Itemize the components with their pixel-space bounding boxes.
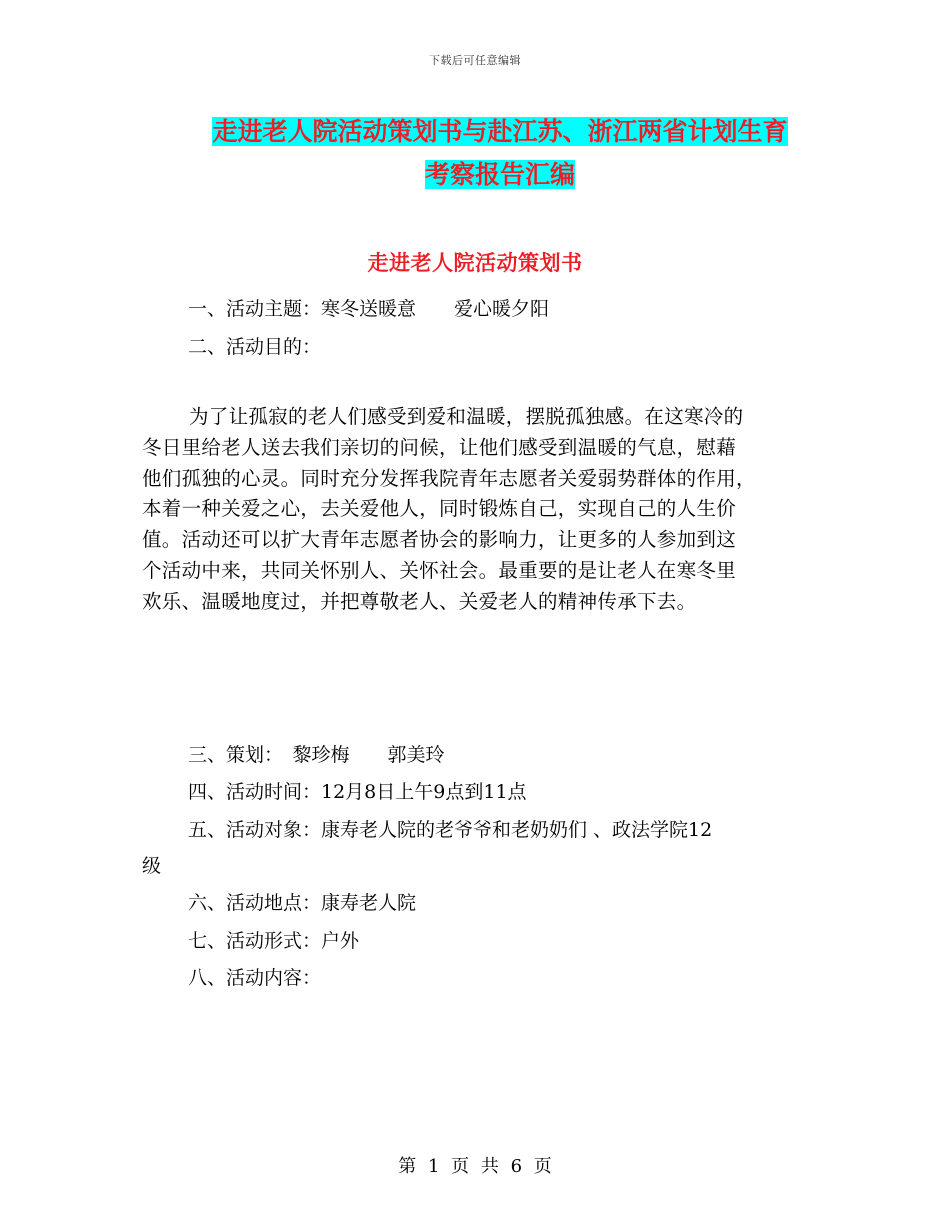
item-planner: 三、策划： 黎珍梅 郭美玲 xyxy=(188,744,445,766)
paragraph-line: 他们孤独的心灵。同时充分发挥我院青年志愿者关爱弱势群体的作用， xyxy=(142,466,756,490)
item-activity-target: 五、活动对象：康寿老人院的老爷爷和老奶奶们 、政法学院12 xyxy=(188,819,713,841)
paragraph-line: 本着一种关爱之心，去关爱他人，同时锻炼自己，实现自己的人生价 xyxy=(142,497,737,521)
item-activity-theme: 一、活动主题：寒冬送暖意 爱心暖夕阳 xyxy=(188,298,550,320)
item-activity-location: 六、活动地点：康寿老人院 xyxy=(188,892,417,914)
paragraph-line: 值。活动还可以扩大青年志愿者协会的影响力，让更多的人参加到这 xyxy=(142,528,737,552)
document-title-line-1: 走进老人院活动策划书与赴江苏、浙江两省计划生育 xyxy=(212,117,788,146)
paragraph-line: 冬日里给老人送去我们亲切的问候，让他们感受到温暖的气息，慰藉 xyxy=(142,435,737,459)
item-activity-form: 七、活动形式：户外 xyxy=(188,930,360,952)
item-activity-purpose: 二、活动目的： xyxy=(188,336,322,358)
paragraph-line: 个活动中来，共同关怀别人、关怀社会。最重要的是让老人在寒冬里 xyxy=(142,558,737,582)
section-title: 走进老人院活动策划书 xyxy=(367,250,583,275)
item-activity-time: 四、活动时间：12月8日上午9点到11点 xyxy=(188,781,527,803)
paragraph-line: 欢乐、温暖地度过，并把尊敬老人、关爱老人的精神传承下去。 xyxy=(142,589,697,613)
page-header-note: 下载后可任意编辑 xyxy=(429,54,521,67)
paragraph-line: 为了让孤寂的老人们感受到爱和温暖，摆脱孤独感。在这寒冷的 xyxy=(189,405,744,428)
item-activity-content: 八、活动内容： xyxy=(188,967,322,989)
item-activity-target-continued: 级 xyxy=(142,855,162,877)
document-title xyxy=(150,110,850,196)
document-title-line-2: 考察报告汇编 xyxy=(424,160,575,189)
page-number: 第 1 页 共 6 页 xyxy=(398,1156,552,1177)
purpose-paragraph xyxy=(142,402,802,618)
